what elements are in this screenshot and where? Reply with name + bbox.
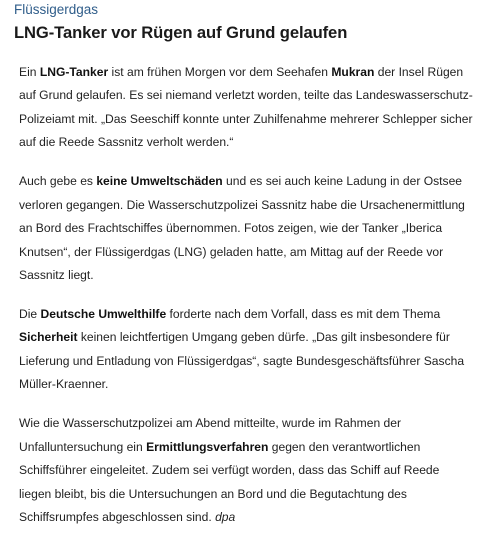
article-kicker: Flüssigerdgas — [14, 2, 99, 17]
paragraph-text: Die — [19, 307, 41, 322]
paragraph-text: der Insel Rügen auf Grund gelaufen. Es sei niemand verletzt worden, teilte das Landeswasserschutz-Polizeiamt mit. „Das Seeschiff konnte unter Zuhilfenahme mehrerer Schlepper sicher auf die Reede Sassnitz verholt werden.“ — [19, 65, 473, 150]
article-headline: LNG-Tanker vor Rügen auf Grund gelaufen — [14, 23, 348, 42]
paragraph-text: keinen leichtfertigen Umgang geben dürfe. „Das gilt insbesondere für Lieferung und Entladung von Flüssigerdgas“, sagte Bundesgeschäftsführer Sascha Müller-Kraenner. — [19, 330, 465, 392]
article-body — [14, 61, 475, 529]
paragraph-source-credit: dpa — [215, 509, 236, 524]
paragraph-bold-text: LNG-Tanker — [39, 65, 109, 79]
paragraph-bold-text: Ermittlungsverfahren — [146, 439, 269, 454]
paragraph-bold-text: Mukran — [331, 65, 375, 79]
paragraph-bold-text: Sicherheit — [19, 330, 78, 345]
paragraph-text: forderte nach dem Vorfall, dass es mit dem Thema — [166, 307, 441, 322]
paragraph-text: und es sei auch keine Ladung in der Ostsee verloren gegangen. Die Wasserschutzpolizei Sassnitz habe die Ursachenermittlung an Bord des Frachtschiffes übernommen. Fotos zeigen, wie der Tanker „Iberica Knutsen“, der Flüssigerdgas (LNG) geladen hatte, am Mittag auf der Reede vor Sassnitz liegt. — [19, 174, 465, 282]
paragraph-text: ist am frühen Morgen vor dem Seehafen — [108, 65, 332, 79]
article — [14, 0, 476, 545]
article-paragraph — [19, 61, 475, 155]
paragraph-text: Wie die Wasserschutzpolizei am Abend mitteilte, wurde im Rahmen der Unfalluntersuchung ein — [19, 416, 402, 454]
article-paragraph — [19, 170, 475, 287]
paragraph-bold-text: Deutsche Umwelthilfe — [40, 307, 167, 322]
paragraph-text: Ein — [19, 65, 40, 79]
article-paragraph — [19, 303, 475, 397]
paragraph-bold-text: keine Umweltschäden — [96, 174, 223, 189]
paragraph-text: gegen den verantwortlichen Schiffsführer eingeleitet. Zudem sei verfügt worden, dass das Schiff auf Reede liegen bleibt, bis die Untersuchungen an Bord und die Begutachtung des Schiffsrumpfes abgeschlossen sind. — [19, 439, 440, 524]
paragraph-text: Auch gebe es — [19, 174, 97, 189]
article-paragraph — [19, 412, 475, 529]
